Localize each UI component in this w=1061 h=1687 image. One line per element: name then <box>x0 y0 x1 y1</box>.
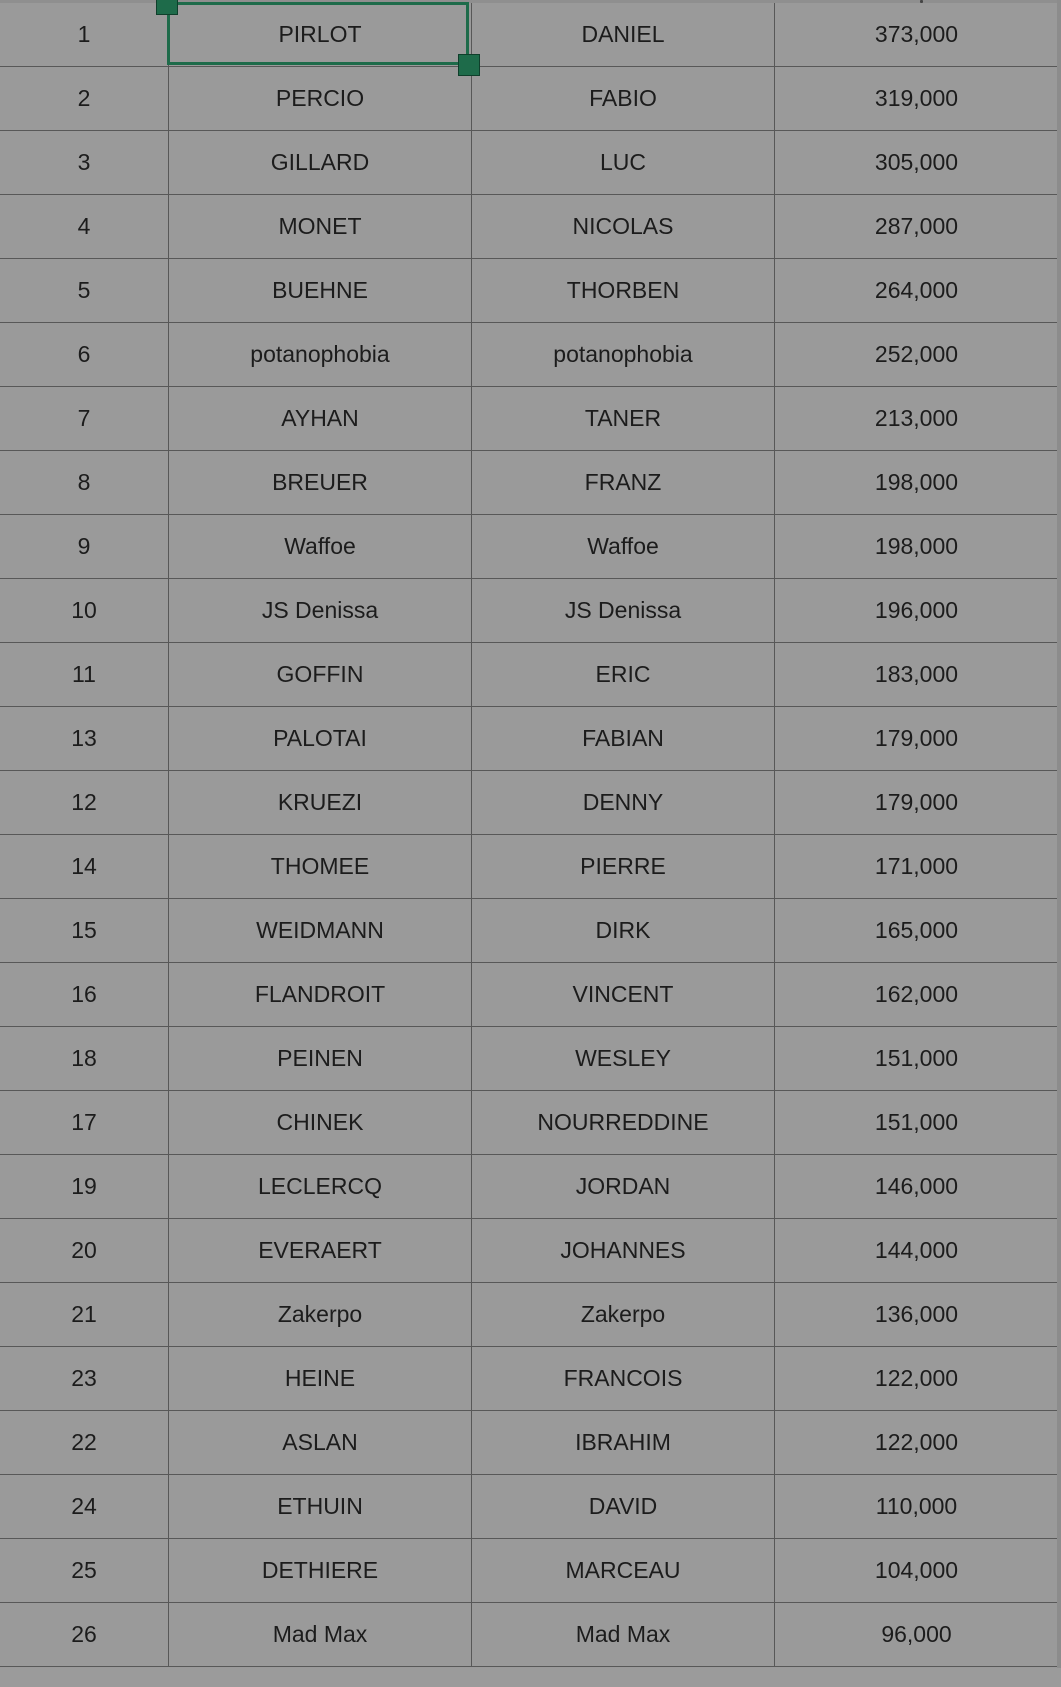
last-name-cell[interactable]: CHINEK <box>169 1091 472 1155</box>
rank-cell[interactable]: 7 <box>0 387 169 451</box>
first-name-cell[interactable]: TANER <box>472 387 775 451</box>
table-row <box>0 195 1059 259</box>
rank-cell[interactable]: 12 <box>0 771 169 835</box>
rank-cell[interactable]: 26 <box>0 1603 169 1667</box>
points-cell[interactable]: 171,000 <box>775 835 1059 899</box>
points-cell[interactable]: 151,000 <box>775 1091 1059 1155</box>
last-name-cell[interactable]: FLANDROIT <box>169 963 472 1027</box>
table-row <box>0 1219 1059 1283</box>
rank-cell[interactable]: 22 <box>0 1411 169 1475</box>
rank-cell[interactable]: 9 <box>0 515 169 579</box>
points-cell[interactable]: 373,000 <box>775 3 1059 67</box>
first-name-cell[interactable]: FABIO <box>472 67 775 131</box>
rank-cell[interactable]: 13 <box>0 707 169 771</box>
rank-cell[interactable]: 21 <box>0 1283 169 1347</box>
grid-bottom-edge <box>0 1668 1061 1687</box>
last-name-cell[interactable]: BREUER <box>169 451 472 515</box>
rank-cell[interactable]: 25 <box>0 1539 169 1603</box>
first-name-cell[interactable]: Zakerpo <box>472 1283 775 1347</box>
last-name-cell[interactable]: PIRLOT <box>169 3 472 67</box>
rank-cell[interactable]: 20 <box>0 1219 169 1283</box>
table-row <box>0 515 1059 579</box>
table-row <box>0 1155 1059 1219</box>
first-name-cell[interactable]: Mad Max <box>472 1603 775 1667</box>
points-cell[interactable]: 179,000 <box>775 771 1059 835</box>
last-name-cell[interactable]: HEINE <box>169 1347 472 1411</box>
rank-cell[interactable]: 23 <box>0 1347 169 1411</box>
last-name-cell[interactable]: PEINEN <box>169 1027 472 1091</box>
last-name-cell[interactable]: AYHAN <box>169 387 472 451</box>
rank-cell[interactable]: 5 <box>0 259 169 323</box>
last-name-cell[interactable]: LECLERCQ <box>169 1155 472 1219</box>
points-cell[interactable]: 110,000 <box>775 1475 1059 1539</box>
first-name-cell[interactable]: ERIC <box>472 643 775 707</box>
table-row <box>0 835 1059 899</box>
points-cell[interactable]: 162,000 <box>775 963 1059 1027</box>
first-name-cell[interactable]: FRANCOIS <box>472 1347 775 1411</box>
points-cell[interactable]: 183,000 <box>775 643 1059 707</box>
last-name-cell[interactable]: KRUEZI <box>169 771 472 835</box>
table-row <box>0 963 1059 1027</box>
last-name-cell[interactable]: GILLARD <box>169 131 472 195</box>
first-name-cell[interactable]: THORBEN <box>472 259 775 323</box>
last-name-cell[interactable]: EVERAERT <box>169 1219 472 1283</box>
points-cell[interactable]: 146,000 <box>775 1155 1059 1219</box>
last-name-cell[interactable]: PERCIO <box>169 67 472 131</box>
table-row <box>0 387 1059 451</box>
first-name-cell[interactable]: NICOLAS <box>472 195 775 259</box>
rank-cell[interactable]: 4 <box>0 195 169 259</box>
points-cell[interactable]: 96,000 <box>775 1603 1059 1667</box>
table-row <box>0 67 1059 131</box>
selection-fill-handle-icon[interactable] <box>458 54 480 76</box>
table-row <box>0 259 1059 323</box>
first-name-cell[interactable]: NOURREDDINE <box>472 1091 775 1155</box>
rank-cell[interactable]: 15 <box>0 899 169 963</box>
first-name-cell[interactable]: DANIEL <box>472 3 775 67</box>
table-row <box>0 707 1059 771</box>
points-cell[interactable]: 252,000 <box>775 323 1059 387</box>
first-name-cell[interactable]: LUC <box>472 131 775 195</box>
table-row <box>0 451 1059 515</box>
points-cell[interactable]: 198,000 <box>775 451 1059 515</box>
points-cell[interactable]: 196,000 <box>775 579 1059 643</box>
rank-cell[interactable]: 1 <box>0 3 169 67</box>
table-row <box>0 899 1059 963</box>
points-cell[interactable]: 287,000 <box>775 195 1059 259</box>
rank-cell[interactable]: 17 <box>0 1091 169 1155</box>
points-cell[interactable]: 179,000 <box>775 707 1059 771</box>
grid-body <box>0 3 1059 1667</box>
first-name-cell[interactable]: WESLEY <box>472 1027 775 1091</box>
last-name-cell[interactable]: Mad Max <box>169 1603 472 1667</box>
first-name-cell[interactable]: IBRAHIM <box>472 1411 775 1475</box>
rank-cell[interactable]: 2 <box>0 67 169 131</box>
first-name-cell[interactable]: DIRK <box>472 899 775 963</box>
rank-cell[interactable]: 16 <box>0 963 169 1027</box>
rank-cell[interactable]: 10 <box>0 579 169 643</box>
points-cell[interactable]: 305,000 <box>775 131 1059 195</box>
table-row <box>0 1603 1059 1667</box>
first-name-cell[interactable]: FABIAN <box>472 707 775 771</box>
table-row <box>0 131 1059 195</box>
points-cell[interactable]: 198,000 <box>775 515 1059 579</box>
last-name-cell[interactable]: DETHIERE <box>169 1539 472 1603</box>
table-row <box>0 1027 1059 1091</box>
table-row <box>0 1475 1059 1539</box>
first-name-cell[interactable]: JOHANNES <box>472 1219 775 1283</box>
last-name-cell[interactable]: PALOTAI <box>169 707 472 771</box>
first-name-cell[interactable]: potanophobia <box>472 323 775 387</box>
rank-cell[interactable]: 3 <box>0 131 169 195</box>
first-name-cell[interactable]: DAVID <box>472 1475 775 1539</box>
last-name-cell[interactable]: potanophobia <box>169 323 472 387</box>
last-name-cell[interactable]: ASLAN <box>169 1411 472 1475</box>
rank-cell[interactable]: 18 <box>0 1027 169 1091</box>
last-name-cell[interactable]: Zakerpo <box>169 1283 472 1347</box>
rank-cell[interactable]: 19 <box>0 1155 169 1219</box>
points-cell[interactable]: 165,000 <box>775 899 1059 963</box>
points-cell[interactable]: 136,000 <box>775 1283 1059 1347</box>
points-cell[interactable]: 122,000 <box>775 1411 1059 1475</box>
last-name-cell[interactable]: GOFFIN <box>169 643 472 707</box>
rank-cell[interactable]: 6 <box>0 323 169 387</box>
last-name-cell[interactable]: WEIDMANN <box>169 899 472 963</box>
points-cell[interactable]: 151,000 <box>775 1027 1059 1091</box>
points-cell[interactable]: 319,000 <box>775 67 1059 131</box>
last-name-cell[interactable]: ETHUIN <box>169 1475 472 1539</box>
table-row <box>0 643 1059 707</box>
points-cell[interactable]: 144,000 <box>775 1219 1059 1283</box>
table-row <box>0 1283 1059 1347</box>
first-name-cell[interactable]: VINCENT <box>472 963 775 1027</box>
table-row <box>0 771 1059 835</box>
rank-cell[interactable]: 24 <box>0 1475 169 1539</box>
first-name-cell[interactable]: MARCEAU <box>472 1539 775 1603</box>
selection-start-handle-icon[interactable] <box>156 0 178 15</box>
points-cell[interactable]: 122,000 <box>775 1347 1059 1411</box>
points-cell[interactable]: 104,000 <box>775 1539 1059 1603</box>
last-name-cell[interactable]: MONET <box>169 195 472 259</box>
rank-cell[interactable]: 11 <box>0 643 169 707</box>
table-row <box>0 1539 1059 1603</box>
adjacent-column-edge <box>1057 0 1061 1687</box>
first-name-cell[interactable]: JORDAN <box>472 1155 775 1219</box>
table-row <box>0 1091 1059 1155</box>
table-row <box>0 579 1059 643</box>
rank-cell[interactable]: 14 <box>0 835 169 899</box>
first-name-cell[interactable]: FRANZ <box>472 451 775 515</box>
first-name-cell[interactable]: DENNY <box>472 771 775 835</box>
table-row <box>0 1347 1059 1411</box>
points-cell[interactable]: 213,000 <box>775 387 1059 451</box>
table-row <box>0 1411 1059 1475</box>
last-name-cell[interactable]: THOMEE <box>169 835 472 899</box>
points-cell[interactable]: 264,000 <box>775 259 1059 323</box>
first-name-cell[interactable]: PIERRE <box>472 835 775 899</box>
last-name-cell[interactable]: JS Denissa <box>169 579 472 643</box>
first-name-cell[interactable]: JS Denissa <box>472 579 775 643</box>
rank-cell[interactable]: 8 <box>0 451 169 515</box>
first-name-cell[interactable]: Waffoe <box>472 515 775 579</box>
last-name-cell[interactable]: Waffoe <box>169 515 472 579</box>
data-grid <box>0 3 1059 1667</box>
last-name-cell[interactable]: BUEHNE <box>169 259 472 323</box>
table-row <box>0 323 1059 387</box>
